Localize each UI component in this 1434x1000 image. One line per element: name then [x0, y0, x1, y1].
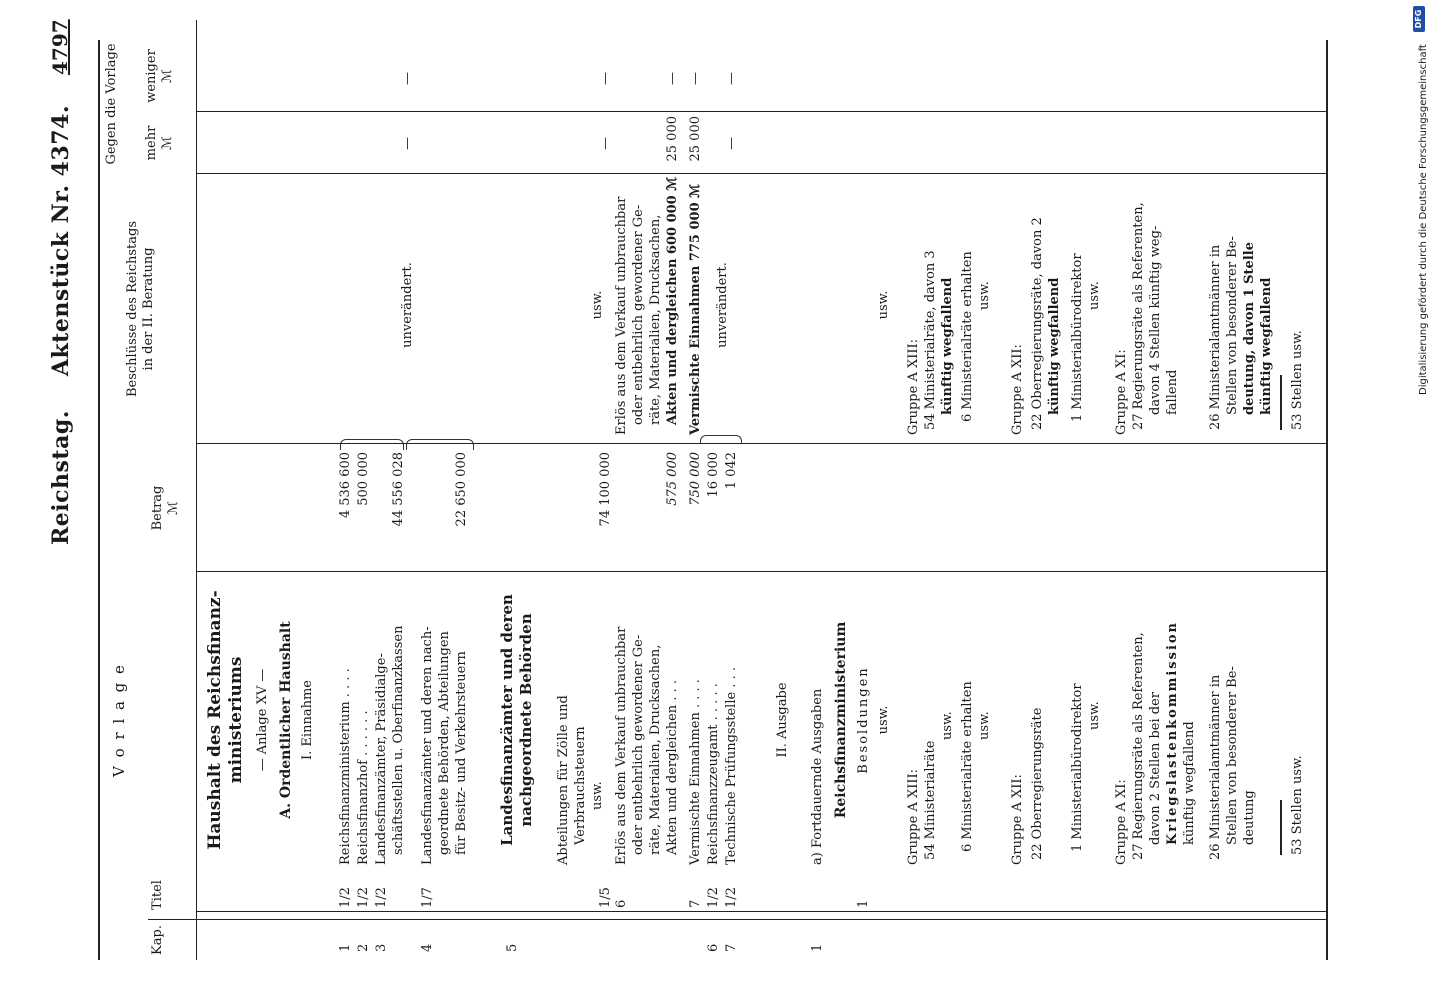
usw-text: usw. [876, 705, 891, 735]
g11-27: 27 Regierungsräte als Referenten, [1131, 632, 1146, 860]
gruppe-xii: Gruppe A XII: [1010, 344, 1025, 435]
col-kap: Kap. [150, 925, 165, 955]
usw-text: usw. [1087, 701, 1102, 730]
col-titel: Titel [150, 880, 165, 910]
g11-27-line: fallend [1165, 369, 1180, 415]
gruppe-xi: Gruppe A XI: [1114, 349, 1129, 435]
ordentlicher-haushalt: A. Ordentlicher Haushalt [278, 621, 294, 819]
g11-27-line: künftig wegfallend [1182, 721, 1197, 845]
kap-5: 5 [505, 943, 520, 952]
beschluss-unveraendert-2: unverändert. [715, 262, 730, 348]
g11-26-line: Stellen von besonderer Be- [1225, 666, 1240, 845]
brace [406, 439, 474, 450]
credit-line: Digitalisierung gefördert durch die Deutsche Forschungsgemeinschaft [1418, 44, 1429, 395]
usw-text: usw. [876, 290, 891, 320]
ruling-bottom [1326, 40, 1328, 960]
col-gegen: Gegen die Vorlage [104, 43, 119, 165]
mehr-value: 25 000 [688, 116, 703, 162]
gruppe-xi: Gruppe A XI: [1114, 779, 1129, 865]
g11-26: 26 Ministerialamtmänner in [1208, 244, 1223, 430]
g13-54: 54 Ministerialräte, davon 3 [923, 250, 938, 430]
col-betrag: Betrag ℳ [150, 485, 182, 531]
header-org: Reichstag. [48, 410, 74, 545]
usw-text: usw. [977, 711, 992, 740]
weniger-dash: — [598, 72, 613, 85]
anlage-label: — Anlage XV — [255, 668, 270, 772]
g11-53: 53 Stellen usw. [1290, 755, 1305, 855]
mehr-dash: — [400, 137, 415, 150]
sum-rule [1280, 800, 1282, 855]
beschluss-unveraendert-1: unverändert. [400, 262, 415, 348]
g11-27: 27 Regierungsräte als Referenten, [1131, 202, 1146, 430]
ruling-mehr [196, 111, 1328, 112]
ruling-kap [148, 919, 1328, 920]
ausgabe-heading: II. Ausgabe [775, 682, 790, 758]
g11-26-line: Stellen von besonderer Be- [1225, 236, 1240, 415]
g11-27-line: davon 4 Stellen künftig weg- [1148, 225, 1163, 415]
ruling-titel [196, 911, 1328, 912]
col-weniger: weniger ℳ [144, 49, 176, 103]
sum-rule [1280, 375, 1282, 430]
fortdauernde-heading: a) Fortdauernde Ausgaben [810, 688, 825, 865]
mehr-dash: — [598, 137, 613, 150]
brace [340, 439, 404, 450]
usw-text: usw. [940, 711, 955, 740]
besoldungen-heading: Besoldungen [856, 666, 871, 774]
g11-26-line: deutung [1242, 790, 1257, 845]
g11-27-line: Kriegslastenkommission [1165, 620, 1180, 845]
usw-text: usw. [1087, 281, 1102, 310]
g12-1: 1 Ministerialbürodirektor [1070, 253, 1085, 422]
haushalt-title: Haushalt des Reichsfinanz- ministeriums [205, 590, 247, 850]
rfm-heading: Reichsfinanzministerium [833, 621, 849, 819]
header-doc: Aktenstück Nr. 4374. [48, 104, 74, 377]
ausgabe-titel: 1 [856, 899, 871, 908]
g13-6: 6 Ministerialräte erhalten [960, 681, 975, 852]
einnahme-heading: I. Einnahme [300, 680, 315, 760]
g12-22-line: künftig wegfallend [1047, 277, 1062, 415]
usw-text: usw. [977, 281, 992, 310]
g11-27-line: davon 2 Stellen bei der [1148, 691, 1163, 845]
weniger-dash: — [665, 72, 680, 85]
g13-54: 54 Ministerialräte [923, 740, 938, 860]
beschluss-usw-1: usw. [590, 290, 605, 320]
ruling-beschluss [196, 173, 1328, 174]
mehr-dash: — [724, 137, 739, 150]
g13-54-line: künftig wegfallend [940, 277, 955, 415]
gruppe-xiii: Gruppe A XIII: [906, 338, 921, 435]
col-beschluesse: Beschlüsse des Reichstags in der II. Beratung [125, 220, 157, 398]
weniger-dash: — [724, 72, 739, 85]
g11-26-line: deutung, davon 1 Stelle [1242, 242, 1257, 415]
weniger-dash: — [688, 72, 703, 85]
mehr-value: 25 000 [665, 116, 680, 162]
lfa-title: Landesfinanzämter und deren nachgeordnete Behörden [498, 594, 535, 846]
gruppe-xii: Gruppe A XII: [1010, 774, 1025, 865]
col-vorlage: V o r l a g e [110, 663, 128, 777]
weniger-dash: — [400, 72, 415, 85]
document-page: Reichstag.Aktenstück Nr. 4374. 4797 Digitalisierung gefördert durch die Deutsche Forschungsgemeinschaft DFG Kap. Titel V o r l a g e Betrag ℳ Beschlüsse des Reichstags in der II. Beratung Gegen die Vorlage mehr ℳ weniger ℳ Haushalt des Reichsfinanz- ministeriums — Anlage XV — A. Ordentlicher Haushalt I. Einnahme 1 1/2 Reichsfinanzministerium . . . . 4 536 600 2 1/2 Reichsfinanzhof . . . . . . 500 000 3 1/2 Landesfinanzämter, Präsidialge- schäftsstellen u. Oberfinanzkassen 44 556 028 4 1/7 Landesfinanzämter und deren nach- geordnete Behörden, Abteilungen für Besitz- und Verkehrsteuern 22 650 000 unverändert. 5 Landesfinanzämter und deren nachgeordnete Behörden 1/5 Abteilungen für Zölle und Verbrauchsteuern usw. 74 100 000 usw. 6 Erlös aus dem Verkauf unbrauchbar oder entbehrlich gewordener Ge- räte, Materialien, Drucksachen, Akten und dergleichen . . . 575 000 7 Vermischte Einnahmen . . . . 750 000 6 1/2 Reichsfinanzzeugamt . . . . . 16 000 7 1/2 Technische Prüfungsstelle . . . 1 042 Erlös aus dem Verkauf unbrauchbar oder entbehrlich gewordener Ge- räte, Materialien, Drucksachen, Akten und dergleichen 600 000 ℳ Vermischte Einnahmen 775 000 ℳ unverändert. — — — — 25 000 — 25 000 — — — II. Ausgabe 1 a) Fortdauernde Ausgaben Reichsfinanzministerium 1 Besoldungen usw. usw. Gruppe A XIII: 54 Ministerialräte usw. 6 Ministerialräte erhalten usw. Gruppe A XII: 22 Oberregierungsräte 1 Ministerialbürodirektor usw. Gruppe A XI: 27 Regierungsräte als Referenten, davon 2 Stellen bei der Kriegslastenkommission künftig wegfallend 26 Ministerialamtmänner in Stellen von besonderer Be- deutung 53 Stellen usw. Gruppe A XIII: 54 Ministerialräte, davon 3 künftig wegfallend 6 Ministerialräte erhalten usw. Gruppe A XII: 22 Oberregierungsräte, davon 2 künftig wegfallend 1 Ministerialbürodirektor usw. Gruppe A XI: 27 Regierungsräte als Referenten, davon 4 Stellen künftig weg- fallend 26 Ministerialamtmänner in Stellen von besonderer Be- deutung, davon 1 Stelle künftig wegfallend 53 Stellen usw. [0, 0, 1434, 1000]
g12-22: 22 Oberregierungsräte, davon 2 [1030, 217, 1045, 430]
g13-6: 6 Ministerialräte erhalten [960, 251, 975, 422]
g11-26-line: künftig wegfallend [1259, 277, 1274, 415]
col-mehr: mehr ℳ [144, 125, 176, 161]
ausgabe-kap: 1 [810, 943, 825, 952]
page-header [48, 105, 74, 545]
gruppe-xiii: Gruppe A XIII: [906, 768, 921, 865]
ruling-top [98, 40, 100, 960]
g11-26: 26 Ministerialamtmänner in [1208, 674, 1223, 860]
g12-1: 1 Ministerialbürodirektor [1070, 683, 1085, 852]
ruling-header [196, 20, 197, 960]
brace [700, 435, 742, 444]
dfg-logo: DFG [1413, 6, 1425, 32]
g11-53: 53 Stellen usw. [1290, 330, 1305, 430]
page-number: 4797 [48, 19, 72, 75]
g12-22: 22 Oberregierungsräte [1030, 707, 1045, 860]
